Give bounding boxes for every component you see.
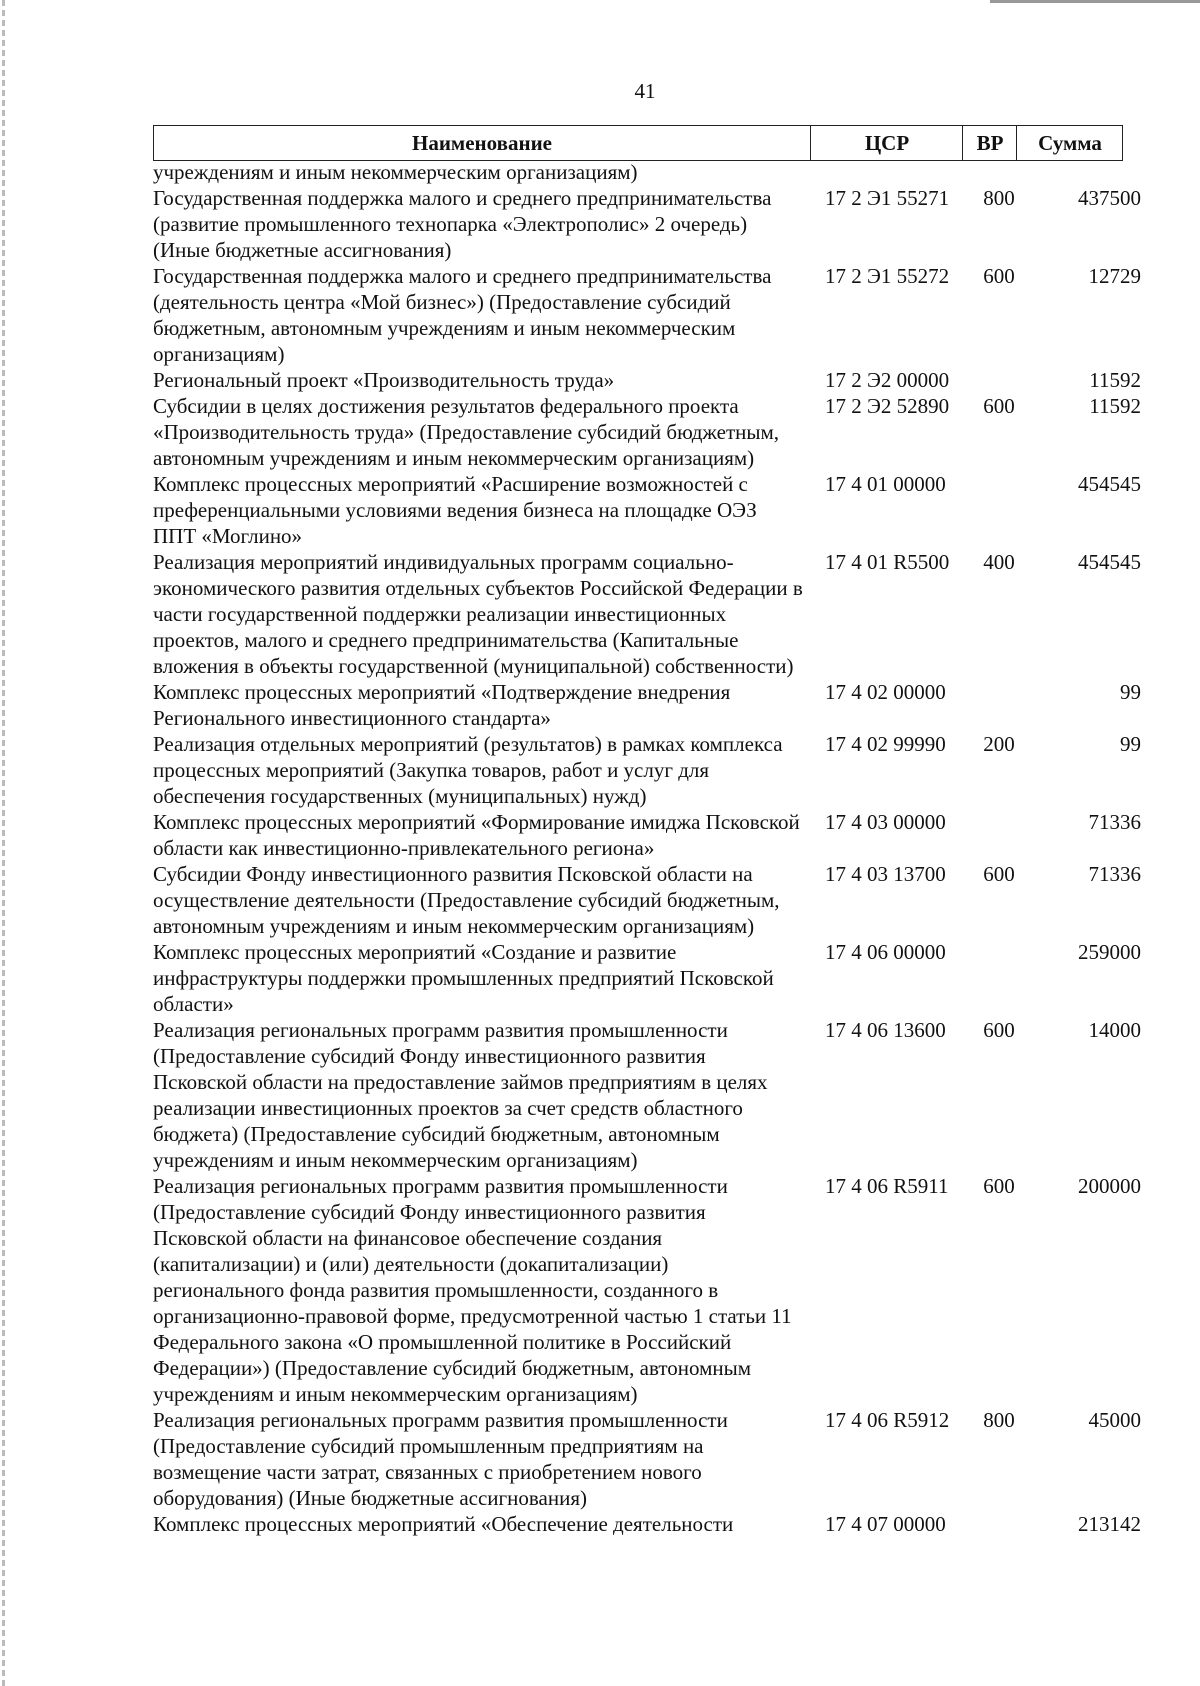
row-sum: 45000 [1088,1408,1141,1432]
row-vr: 600 [983,264,1015,288]
row-name: Реализация региональных программ развития промышленности (Предоставление субсидий Фонду инвестиционного развития Псковской области на предоставление займов предприятиям в целях реализации инвестиционных проектов за счет средств областного бюджета) (Предоставление субсидий бюджетным, автономным учреждениям и иным некоммерческим организациям) [153,1018,768,1172]
row-vr: 600 [983,394,1015,418]
row-name: Региональный проект «Производительность труда» [153,368,615,392]
row-sum: 213142 [1078,1512,1141,1536]
row-name: Комплекс процессных мероприятий «Формирование имиджа Псковской области как инвестиционно-привлекательного региона» [153,810,800,860]
table-row [153,393,1153,471]
row-csr: 17 4 07 00000 [825,1512,946,1536]
row-vr: 200 [983,732,1015,756]
table-body [153,159,1153,1537]
header-name: Наименование [412,131,552,155]
row-sum: 200000 [1078,1174,1141,1198]
table-row [153,1017,1153,1173]
row-sum: 99 [1120,680,1141,704]
row-csr: 17 4 03 13700 [825,862,946,886]
header-vr: ВР [976,131,1004,155]
scan-edge-top [990,0,1200,3]
table-row [153,1511,1153,1537]
table-row [153,159,1153,185]
table-header [153,125,1123,161]
header-divider [1016,126,1017,160]
row-vr: 800 [983,1408,1015,1432]
table-row [153,367,1153,393]
row-vr: 600 [983,1018,1015,1042]
row-vr: 800 [983,186,1015,210]
row-csr: 17 4 06 R5911 [825,1174,949,1198]
table-row [153,809,1153,861]
row-name: Комплекс процессных мероприятий «Расширение возможностей с преференциальными условиями ведения бизнеса на площадке ОЭЗ ППТ «Моглино» [153,472,757,548]
header-sum: Сумма [1038,131,1102,155]
row-name: Государственная поддержка малого и среднего предпринимательства (деятельность центра «Мой бизнес») (Предоставление субсидий бюджетным, автономным учреждениям и иным некоммерческим организациям) [153,264,772,366]
table-row [153,939,1153,1017]
scan-edge-left [2,0,5,1686]
row-sum: 71336 [1088,810,1141,834]
table-row [153,263,1153,367]
row-name: Реализация региональных программ развития промышленности (Предоставление субсидий Фонду инвестиционного развития Псковской области на финансовое обеспечение создания (капитализации) и (или) деятельности (докапитализации) регионального фонда развития промышленности, созданного в организационно-правовой форме, предусмотренной частью 1 статьи 11 Федерального закона «О промышленной политике в Российский Федерации») (Предоставление субсидий бюджетным, автономным учреждениям и иным некоммерческим организациям) [153,1174,792,1406]
row-sum: 437500 [1078,186,1141,210]
table-row [153,185,1153,263]
row-sum: 14000 [1088,1018,1141,1042]
row-sum: 11592 [1089,394,1141,418]
row-csr: 17 2 Э1 55271 [825,186,950,210]
row-sum: 71336 [1088,862,1141,886]
row-vr: 600 [983,862,1015,886]
row-csr: 17 2 Э1 55272 [825,264,950,288]
row-csr: 17 4 06 R5912 [825,1408,950,1432]
row-csr: 17 2 Э2 52890 [825,394,950,418]
page-number: 41 [634,79,656,103]
row-sum: 259000 [1078,940,1141,964]
row-name: Государственная поддержка малого и среднего предпринимательства (развитие промышленного технопарка «Электрополис» 2 очередь) (Иные бюджетные ассигнования) [153,186,772,262]
header-csr: ЦСР [864,131,910,155]
row-csr: 17 4 06 00000 [825,940,946,964]
row-name: учреждениям и иным некоммерческим организациям) [153,160,638,184]
row-name: Субсидии Фонду инвестиционного развития Псковской области на осуществление деятельности (Предоставление субсидий бюджетным, автономным учреждениям и иным некоммерческим организациям) [153,862,780,938]
row-name: Комплекс процессных мероприятий «Подтверждение внедрения Регионального инвестиционного стандарта» [153,680,731,730]
row-name: Субсидии в целях достижения результатов федерального проекта «Производительность труда» (Предоставление субсидий бюджетным, автономным учреждениям и иным некоммерческим организациям) [153,394,780,470]
row-csr: 17 4 01 R5500 [825,550,950,574]
row-csr: 17 4 01 00000 [825,472,946,496]
row-name: Реализация мероприятий индивидуальных программ социально-экономического развития отдельных субъектов Российской Федерации в части государственной поддержки реализации инвестиционных проектов, малого и среднего предпринимательства (Капитальные вложения в объекты государственной (муниципальной) собственности) [153,550,803,678]
row-name: Реализация региональных программ развития промышленности (Предоставление субсидий промышленным предприятиям на возмещение части затрат, связанных с приобретением нового оборудования) (Иные бюджетные ассигнования) [153,1408,728,1510]
row-sum: 11592 [1089,368,1141,392]
header-divider [962,126,963,160]
row-name: Комплекс процессных мероприятий «Обеспечение деятельности [153,1512,734,1536]
row-csr: 17 4 02 00000 [825,680,946,704]
row-csr: 17 2 Э2 00000 [825,368,950,392]
row-sum: 99 [1120,732,1141,756]
row-vr: 400 [983,550,1015,574]
table-row [153,1407,1153,1511]
row-sum: 454545 [1078,472,1141,496]
table-row [153,731,1153,809]
row-csr: 17 4 02 99990 [825,732,946,756]
row-sum: 454545 [1078,550,1141,574]
row-name: Комплекс процессных мероприятий «Создание и развитие инфраструктуры поддержки промышленных предприятий Псковской области» [153,940,774,1016]
header-divider [810,126,811,160]
row-csr: 17 4 03 00000 [825,810,946,834]
table-row [153,471,1153,549]
row-vr: 600 [983,1174,1015,1198]
row-sum: 12729 [1088,264,1141,288]
table-row [153,549,1153,679]
table-row [153,861,1153,939]
row-name: Реализация отдельных мероприятий (результатов) в рамках комплекса процессных мероприятий (Закупка товаров, работ и услуг для обеспечения государственных (муниципальных) нужд) [153,732,783,808]
row-csr: 17 4 06 13600 [825,1018,946,1042]
table-row [153,1173,1153,1407]
table-row [153,679,1153,731]
